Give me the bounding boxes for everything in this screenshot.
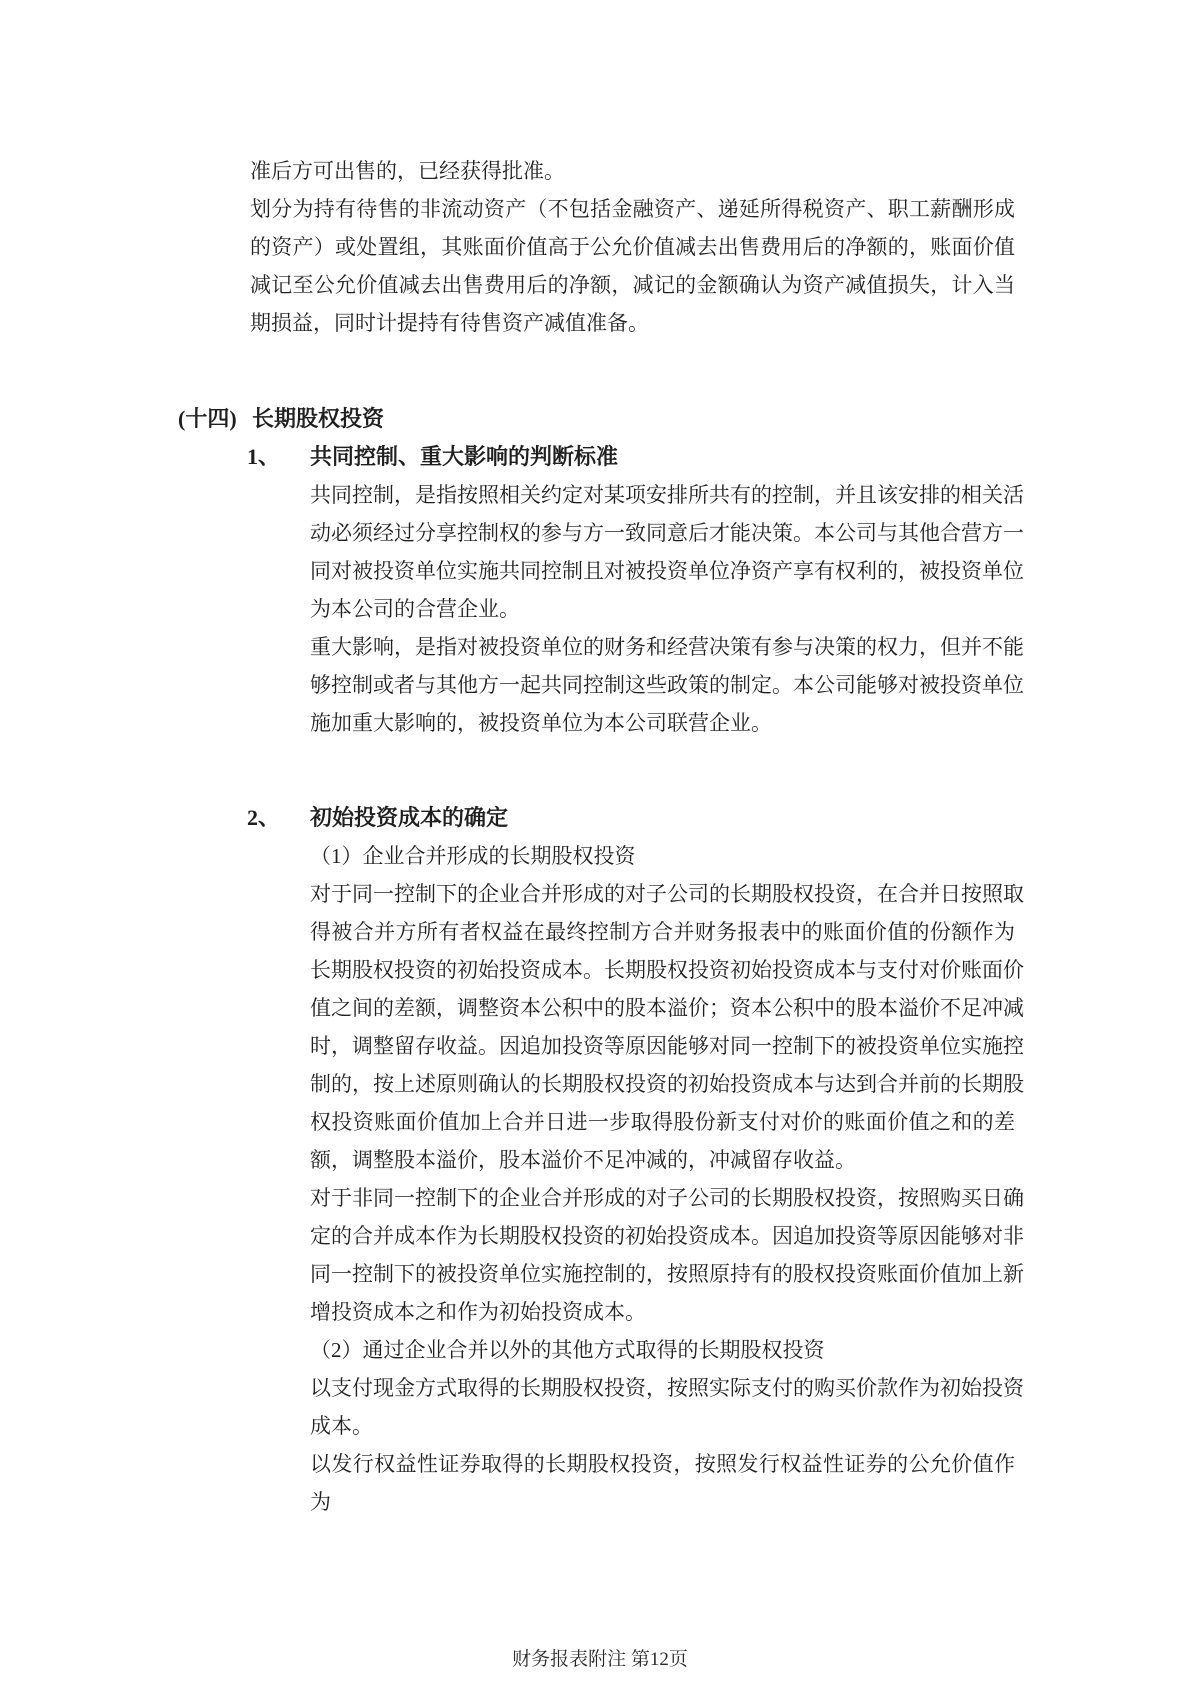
text-line: 够控制或者与其他方一起共同控制这些政策的制定。本公司能够对被投资单位 [310, 673, 1024, 697]
text-line: 期损益，同时计提持有待售资产减值准备。 [250, 311, 649, 335]
text-line: 的资产）或处置组，其账面价值高于公允价值减去出售费用后的净额的，账面价值 [250, 235, 1015, 259]
text-line: 重大影响，是指对被投资单位的财务和经营决策有参与决策的权力，但并不能 [310, 635, 1024, 659]
text-line: 为本公司的合营企业。 [310, 597, 520, 621]
section-heading [178, 400, 1200, 438]
section-title: 长期股权投资 [252, 406, 385, 431]
paragraph [310, 1369, 1024, 1445]
paragraph [310, 476, 1024, 628]
text-line: 减记至公允价值减去出售费用后的净额，减记的金额确认为资产减值损失，计入当 [250, 273, 1015, 297]
text-line: 额，调整股本溢价，股本溢价不足冲减的，冲减留存收益。 [310, 1148, 856, 1172]
text-line: 同一控制下的被投资单位实施控制的，按照原持有的股权投资账面价值加上新 [310, 1262, 1024, 1286]
section-number: (十四) [178, 406, 237, 431]
text-line: 增投资成本之和作为初始投资成本。 [310, 1300, 646, 1324]
text-line: 同对被投资单位实施共同控制且对被投资单位净资产享有权利的，被投资单位 [310, 559, 1024, 583]
text-line: （1）企业合并形成的长期股权投资 [310, 844, 636, 868]
item-number: 1、 [247, 444, 281, 469]
text-line: 权投资账面价值加上合并日进一步取得股份新支付对价的账面价值之和的差 [310, 1110, 1015, 1134]
section-items [0, 438, 1200, 1521]
section-item [0, 438, 1200, 742]
item-body [310, 476, 1024, 742]
paragraph [250, 190, 1015, 342]
paragraph [250, 152, 1015, 190]
text-line: 以支付现金方式取得的长期股权投资，按照实际支付的购买价款作为初始投资 [310, 1376, 1024, 1400]
paragraph [310, 628, 1024, 742]
text-line: 制的，按上述原则确认的长期股权投资的初始投资成本与达到合并前的长期股 [310, 1072, 1024, 1096]
text-line: 准后方可出售的，已经获得批准。 [250, 159, 565, 183]
text-line: 定的合并成本作为长期股权投资的初始投资成本。因追加投资等原因能够对非 [310, 1224, 1024, 1248]
text-line: （2）通过企业合并以外的其他方式取得的长期股权投资 [310, 1338, 825, 1362]
text-line: 值之间的差额，调整资本公积中的股本溢价；资本公积中的股本溢价不足冲减 [310, 996, 1024, 1020]
page-footer [0, 1645, 1200, 1675]
paragraph [310, 1445, 1015, 1521]
item-title: 初始投资成本的确定 [310, 805, 509, 830]
footer-text: 财务报表附注 第12页 [512, 1649, 688, 1670]
text-line: 划分为持有待售的非流动资产（不包括金融资产、递延所得税资产、职工薪酬形成 [250, 197, 1015, 221]
paragraph [310, 1331, 1015, 1369]
intro-paragraphs [250, 152, 1015, 342]
text-line: 对于非同一控制下的企业合并形成的对子公司的长期股权投资，按照购买日确 [310, 1186, 1024, 1210]
text-line: 长期股权投资的初始投资成本。长期股权投资初始投资成本与支付对价账面价 [310, 958, 1024, 982]
text-line: 施加重大影响的，被投资单位为本公司联营企业。 [310, 711, 772, 735]
text-line: 以发行权益性证券取得的长期股权投资，按照发行权益性证券的公允价值作为 [310, 1452, 1015, 1514]
item-body [310, 837, 1024, 1521]
section-item [0, 799, 1200, 1521]
text-line: 时，调整留存收益。因追加投资等原因能够对同一控制下的被投资单位实施控 [310, 1034, 1024, 1058]
item-heading [247, 438, 1200, 476]
item-number: 2、 [247, 805, 281, 830]
text-line: 对于同一控制下的企业合并形成的对子公司的长期股权投资，在合并日按照取 [310, 882, 1024, 906]
item-title: 共同控制、重大影响的判断标准 [310, 444, 619, 469]
item-heading [247, 799, 1200, 837]
text-line: 动必须经过分享控制权的参与方一致同意后才能决策。本公司与其他合营方一 [310, 521, 1024, 545]
text-line: 共同控制，是指按照相关约定对某项安排所共有的控制，并且该安排的相关活 [310, 483, 1024, 507]
paragraph [310, 875, 1024, 1179]
paragraph [310, 837, 1015, 875]
text-line: 成本。 [310, 1414, 373, 1438]
paragraph [310, 1179, 1024, 1331]
text-line: 得被合并方所有者权益在最终控制方合并财务报表中的账面价值的份额作为 [310, 920, 1015, 944]
